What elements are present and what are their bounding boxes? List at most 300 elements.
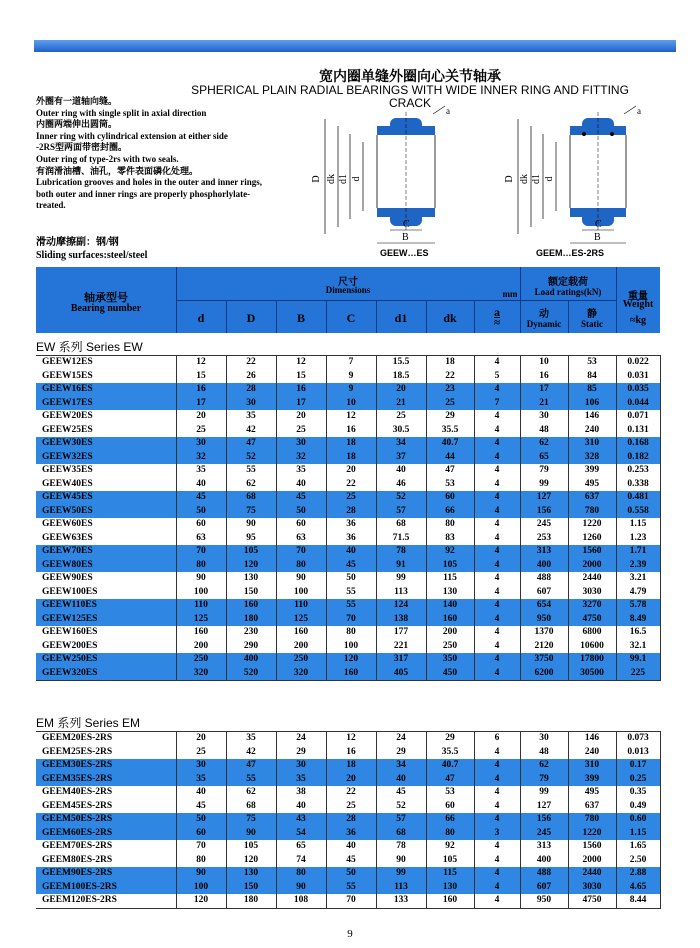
description-line: Outer ring with single split in axial direction [36, 107, 207, 118]
table-row [36, 599, 660, 613]
table-cell: 240 [568, 424, 616, 438]
table-cell: 47 [226, 759, 276, 773]
table-cell: 62 [226, 786, 276, 800]
page-title-cn: 宽内圈单缝外圈向心关节轴承 [319, 69, 501, 85]
bearing-number-cell: GEEW40ES [36, 478, 176, 492]
table-cell: 18 [326, 451, 376, 465]
table-cell: 68 [376, 518, 426, 532]
table-cell: 3270 [568, 599, 616, 613]
bearing-number-cell: GEEM20ES-2RS [36, 732, 176, 746]
description-line: both outer and inner rings are properly phosphorlylate- [36, 188, 251, 199]
table-cell: 10 [520, 356, 568, 370]
table-row [36, 613, 660, 627]
table-cell: 2120 [520, 640, 568, 654]
page-number: 9 [347, 928, 353, 940]
description-line: -2RS型两面带密封圈。 [36, 142, 128, 153]
table-cell: 127 [520, 800, 568, 814]
table-cell: 74 [276, 854, 326, 868]
table-cell: 80 [426, 827, 474, 841]
table-cell: 40 [176, 478, 226, 492]
table-cell: 4 [474, 505, 520, 519]
bearing-number-cell: GEEM80ES-2RS [36, 854, 176, 868]
table-cell: 42 [226, 424, 276, 438]
table-cell: 90 [176, 867, 226, 881]
table-cell: 313 [520, 840, 568, 854]
bearing-number-cell: GEEM40ES-2RS [36, 786, 176, 800]
table-cell: 0.481 [616, 491, 660, 505]
table-cell: 3.21 [616, 572, 660, 586]
bearing-number-cell: GEEM60ES-2RS [36, 827, 176, 841]
table-row [36, 518, 660, 532]
table-cell: 63 [176, 532, 226, 546]
table-cell: 2.39 [616, 559, 660, 573]
table-cell: 26 [226, 370, 276, 384]
table-cell: 57 [376, 505, 426, 519]
table-cell: 2000 [568, 559, 616, 573]
table-cell: 15.5 [376, 356, 426, 370]
table-cell: 4 [474, 813, 520, 827]
table-cell: 0.35 [616, 786, 660, 800]
table-cell: 28 [226, 383, 276, 397]
table-cell: 35 [276, 773, 326, 787]
table-cell: 115 [426, 572, 474, 586]
table-row [36, 559, 660, 573]
table-cell: 29 [426, 732, 474, 746]
table-cell: 200 [276, 640, 326, 654]
table-cell: 99 [520, 478, 568, 492]
table-cell: 8.44 [616, 894, 660, 908]
table-cell: 60 [276, 518, 326, 532]
description-line: Outer ring of type-2rs with two seals. [36, 153, 179, 164]
table-cell: 950 [520, 613, 568, 627]
table-cell: 113 [376, 881, 426, 895]
header-load-cn: 额定载荷 [548, 277, 588, 288]
table-row [36, 397, 660, 411]
header-mm: mm [502, 289, 518, 299]
table-cell: 36 [326, 532, 376, 546]
table-row [36, 854, 660, 868]
table-cell: 3750 [520, 653, 568, 667]
header-weight-en: Weight [622, 299, 654, 310]
table-row [36, 586, 660, 600]
table-cell: 38 [276, 786, 326, 800]
table-cell: 92 [426, 545, 474, 559]
bearing-number-cell: GEEW250ES [36, 653, 176, 667]
table-cell: 0.558 [616, 505, 660, 519]
table-cell: 16 [326, 746, 376, 760]
table-cell: 65 [276, 840, 326, 854]
table-cell: 160 [426, 613, 474, 627]
table-cell: 70 [326, 894, 376, 908]
table-cell: 4 [474, 881, 520, 895]
sliding-surface-note [36, 236, 147, 262]
table-header [36, 267, 660, 333]
caption-geew: GEEW…ES [380, 248, 429, 258]
table-cell: 100 [176, 881, 226, 895]
header-col-a: a [494, 305, 500, 319]
table-cell: 156 [520, 505, 568, 519]
table-cell: 488 [520, 867, 568, 881]
table-cell: 29 [426, 410, 474, 424]
table-cell: 45 [276, 491, 326, 505]
table-cell: 63 [276, 532, 326, 546]
table-row [36, 410, 660, 424]
table-cell: 130 [226, 867, 276, 881]
table-cell: 30 [276, 437, 326, 451]
table-cell: 253 [520, 532, 568, 546]
table-cell: 3 [474, 827, 520, 841]
table-cell: 115 [426, 867, 474, 881]
table-cell: 250 [176, 653, 226, 667]
table-cell: 4 [474, 559, 520, 573]
table-cell: 30.5 [376, 424, 426, 438]
table-cell: 35.5 [426, 746, 474, 760]
dim-B-label: B [594, 232, 601, 243]
table-cell: 45 [326, 559, 376, 573]
bearing-number-cell: GEEW35ES [36, 464, 176, 478]
table-cell: 68 [226, 800, 276, 814]
table-cell: 106 [568, 397, 616, 411]
table-cell: 30 [276, 759, 326, 773]
table-row [36, 773, 660, 787]
table-cell: 405 [376, 667, 426, 681]
table-cell: 80 [276, 867, 326, 881]
table-cell: 78 [376, 545, 426, 559]
bearing-number-cell: GEEW32ES [36, 451, 176, 465]
table-cell: 35 [226, 410, 276, 424]
table-cell: 5 [474, 370, 520, 384]
table-cell: 60 [426, 491, 474, 505]
description-line: treated. [36, 200, 66, 211]
table-cell: 53 [426, 478, 474, 492]
bearing-number-cell: GEEM70ES-2RS [36, 840, 176, 854]
table-cell: 100 [176, 586, 226, 600]
table-cell: 100 [276, 586, 326, 600]
table-cell: 780 [568, 505, 616, 519]
table-cell: 4 [474, 410, 520, 424]
table-cell: 4 [474, 491, 520, 505]
table-cell: 450 [426, 667, 474, 681]
table-cell: 20 [326, 464, 376, 478]
table-cell: 4 [474, 640, 520, 654]
table-cell: 68 [376, 827, 426, 841]
table-cell: 108 [276, 894, 326, 908]
table-cell: 79 [520, 464, 568, 478]
table-cell: 7 [474, 397, 520, 411]
table-cell: 120 [326, 653, 376, 667]
table-cell: 177 [376, 626, 426, 640]
dim-d1-label: d1 [531, 174, 542, 184]
table-cell: 62 [520, 759, 568, 773]
table-cell: 70 [176, 840, 226, 854]
dim-B-label: B [402, 232, 409, 243]
table-cell: 2440 [568, 572, 616, 586]
table-cell: 3030 [568, 586, 616, 600]
table-cell: 45 [326, 854, 376, 868]
table-cell: 30 [176, 759, 226, 773]
table-cell: 0.035 [616, 383, 660, 397]
table-cell: 4 [474, 478, 520, 492]
table-cell: 4 [474, 626, 520, 640]
dim-dk-label: dk [519, 174, 530, 184]
table-cell: 250 [426, 640, 474, 654]
table-cell: 28 [326, 505, 376, 519]
table-cell: 90 [226, 518, 276, 532]
dim-C-label: C [403, 219, 410, 230]
table-cell: 18.5 [376, 370, 426, 384]
table-cell: 4 [474, 840, 520, 854]
table-cell: 156 [520, 813, 568, 827]
table-cell: 4 [474, 451, 520, 465]
seal-mark [582, 132, 586, 136]
table-cell: 4 [474, 800, 520, 814]
bearing-number-cell: GEEW63ES [36, 532, 176, 546]
table-cell: 1.15 [616, 518, 660, 532]
bearing-number-cell: GEEW60ES [36, 518, 176, 532]
table-row [36, 800, 660, 814]
table-cell: 1.23 [616, 532, 660, 546]
table-cell: 4 [474, 667, 520, 681]
table-cell: 225 [616, 667, 660, 681]
table-cell: 35 [276, 464, 326, 478]
table-cell: 607 [520, 881, 568, 895]
table-cell: 25 [326, 491, 376, 505]
table-cell: 310 [568, 759, 616, 773]
table-cell: 1560 [568, 840, 616, 854]
table-cell: 240 [568, 746, 616, 760]
table-row [36, 464, 660, 478]
description-line: Lubrication grooves and holes in the outer and inner rings, [36, 177, 263, 188]
table-cell: 230 [226, 626, 276, 640]
table-cell: 0.182 [616, 451, 660, 465]
table-row [36, 451, 660, 465]
series-ew-heading: EW 系列 Series EW [36, 340, 143, 354]
table-cell: 245 [520, 518, 568, 532]
bearing-number-cell: GEEW160ES [36, 626, 176, 640]
table-cell: 0.338 [616, 478, 660, 492]
table-cell: 2000 [568, 854, 616, 868]
table-cell: 90 [226, 827, 276, 841]
table-cell: 79 [520, 773, 568, 787]
table-cell: 4.79 [616, 586, 660, 600]
table-cell: 20 [176, 410, 226, 424]
table-cell: 20 [326, 773, 376, 787]
table-cell: 0.031 [616, 370, 660, 384]
header-dims-en: Dimensions [325, 285, 371, 295]
table-cell: 50 [176, 505, 226, 519]
table-cell: 160 [226, 599, 276, 613]
table-cell: 30 [520, 732, 568, 746]
table-cell: 40.7 [426, 437, 474, 451]
table-cell: 40 [376, 773, 426, 787]
table-cell: 55 [326, 599, 376, 613]
header-col-C: C [346, 311, 356, 325]
table-cell: 37 [376, 451, 426, 465]
bearing-number-cell: GEEM30ES-2RS [36, 759, 176, 773]
table-cell: 4 [474, 894, 520, 908]
bearing-number-cell: GEEW110ES [36, 599, 176, 613]
bearing-number-cell: GEEM120ES-2RS [36, 894, 176, 908]
header-load-en: Load ratings(kN) [534, 287, 602, 297]
table-cell: 40 [326, 840, 376, 854]
table-cell: 22 [326, 786, 376, 800]
table-cell: 42 [226, 746, 276, 760]
table-row [36, 813, 660, 827]
table-cell: 71.5 [376, 532, 426, 546]
table-cell: 46 [376, 478, 426, 492]
table-cell: 25 [376, 410, 426, 424]
table-cell: 53 [568, 356, 616, 370]
table-cell: 22 [226, 356, 276, 370]
table-cell: 0.022 [616, 356, 660, 370]
table-cell: 0.253 [616, 464, 660, 478]
table-cell: 160 [176, 626, 226, 640]
table-cell: 130 [226, 572, 276, 586]
table-cell: 30 [226, 397, 276, 411]
table-row [36, 746, 660, 760]
bearing-number-cell: GEEW125ES [36, 613, 176, 627]
table-cell: 4 [474, 356, 520, 370]
table-cell: 5.78 [616, 599, 660, 613]
table-row [36, 505, 660, 519]
bearing-number-cell: GEEW320ES [36, 667, 176, 681]
table-row [36, 370, 660, 384]
sliding-en: Sliding surfaces:steel/steel [36, 250, 148, 261]
header-static-cn: 静 [587, 309, 597, 320]
bearing-number-cell: GEEM100ES-2RS [36, 881, 176, 895]
table-cell: 654 [520, 599, 568, 613]
table-series-em [36, 731, 661, 909]
table-cell: 637 [568, 491, 616, 505]
table-cell: 313 [520, 545, 568, 559]
table-cell: 18 [426, 356, 474, 370]
table-cell: 0.25 [616, 773, 660, 787]
table-row [36, 545, 660, 559]
table-cell: 30 [520, 410, 568, 424]
table-cell: 99.1 [616, 653, 660, 667]
table-cell: 44 [426, 451, 474, 465]
table-cell: 180 [226, 894, 276, 908]
table-cell: 50 [326, 867, 376, 881]
table-cell: 0.044 [616, 397, 660, 411]
table-cell: 105 [426, 559, 474, 573]
header-weight-unit: ≈kg [629, 315, 647, 326]
table-cell: 146 [568, 732, 616, 746]
table-cell: 48 [520, 746, 568, 760]
table-cell: 16 [520, 370, 568, 384]
bearing-number-cell: GEEW20ES [36, 410, 176, 424]
table-row [36, 881, 660, 895]
table-row [36, 653, 660, 667]
dim-d-label: d [351, 176, 362, 182]
table-cell: 36 [326, 518, 376, 532]
table-row [36, 867, 660, 881]
table-cell: 1260 [568, 532, 616, 546]
table-cell: 200 [176, 640, 226, 654]
table-cell: 0.60 [616, 813, 660, 827]
table-cell: 66 [426, 813, 474, 827]
description-line: 内圈两端伸出圆筒。 [36, 119, 118, 130]
table-cell: 10600 [568, 640, 616, 654]
top-banner-bar [34, 40, 676, 52]
table-cell: 35 [176, 464, 226, 478]
table-cell: 6800 [568, 626, 616, 640]
table-cell: 4750 [568, 894, 616, 908]
table-cell: 95 [226, 532, 276, 546]
table-cell: 23 [426, 383, 474, 397]
bearing-number-cell: GEEM35ES-2RS [36, 773, 176, 787]
table-row [36, 491, 660, 505]
table-row [36, 532, 660, 546]
bearing-number-cell: GEEM25ES-2RS [36, 746, 176, 760]
table-cell: 90 [176, 572, 226, 586]
table-cell: 25 [426, 397, 474, 411]
header-weight-cn: 重量 [628, 291, 648, 302]
table-cell: 45 [176, 491, 226, 505]
table-cell: 99 [376, 572, 426, 586]
table-cell: 637 [568, 800, 616, 814]
table-row [36, 667, 660, 681]
bearing-number-cell: GEEW50ES [36, 505, 176, 519]
dim-d-label: d [544, 176, 555, 182]
table-cell: 250 [276, 653, 326, 667]
header-dims-cn: 尺寸 [338, 277, 358, 288]
table-cell: 78 [376, 840, 426, 854]
table-row [36, 786, 660, 800]
table-row [36, 356, 660, 370]
table-cell: 17 [276, 397, 326, 411]
table-cell: 91 [376, 559, 426, 573]
table-cell: 127 [520, 491, 568, 505]
table-cell: 20 [376, 383, 426, 397]
table-cell: 150 [226, 881, 276, 895]
table-cell: 60 [176, 827, 226, 841]
table-cell: 310 [568, 437, 616, 451]
table-cell: 125 [276, 613, 326, 627]
table-cell: 99 [376, 867, 426, 881]
table-cell: 35 [176, 773, 226, 787]
table-cell: 245 [520, 827, 568, 841]
description-line: 有润滑油槽、油孔，零件表面磷化处理。 [36, 165, 199, 176]
table-row [36, 894, 660, 908]
table-cell: 12 [326, 410, 376, 424]
table-cell: 70 [176, 545, 226, 559]
table-cell: 34 [376, 759, 426, 773]
bearing-number-cell: GEEW12ES [36, 356, 176, 370]
header-bearing-cn: 轴承型号 [84, 292, 128, 304]
dim-dk-label: dk [326, 174, 337, 184]
table-cell: 52 [376, 491, 426, 505]
table-cell: 52 [226, 451, 276, 465]
dim-D-label: D [311, 175, 322, 183]
table-cell: 16 [276, 383, 326, 397]
table-cell: 495 [568, 478, 616, 492]
dim-a-label: a [637, 106, 641, 116]
table-row [36, 437, 660, 451]
table-cell: 120 [176, 894, 226, 908]
table-cell: 47 [426, 464, 474, 478]
table-cell: 54 [276, 827, 326, 841]
header-col-D: D [246, 311, 256, 325]
table-cell: 4 [474, 759, 520, 773]
table-cell: 32.1 [616, 640, 660, 654]
table-cell: 35.5 [426, 424, 474, 438]
table-cell: 21 [376, 397, 426, 411]
table-cell: 120 [226, 854, 276, 868]
table-cell: 160 [426, 894, 474, 908]
table-cell: 2440 [568, 867, 616, 881]
table-row [36, 759, 660, 773]
